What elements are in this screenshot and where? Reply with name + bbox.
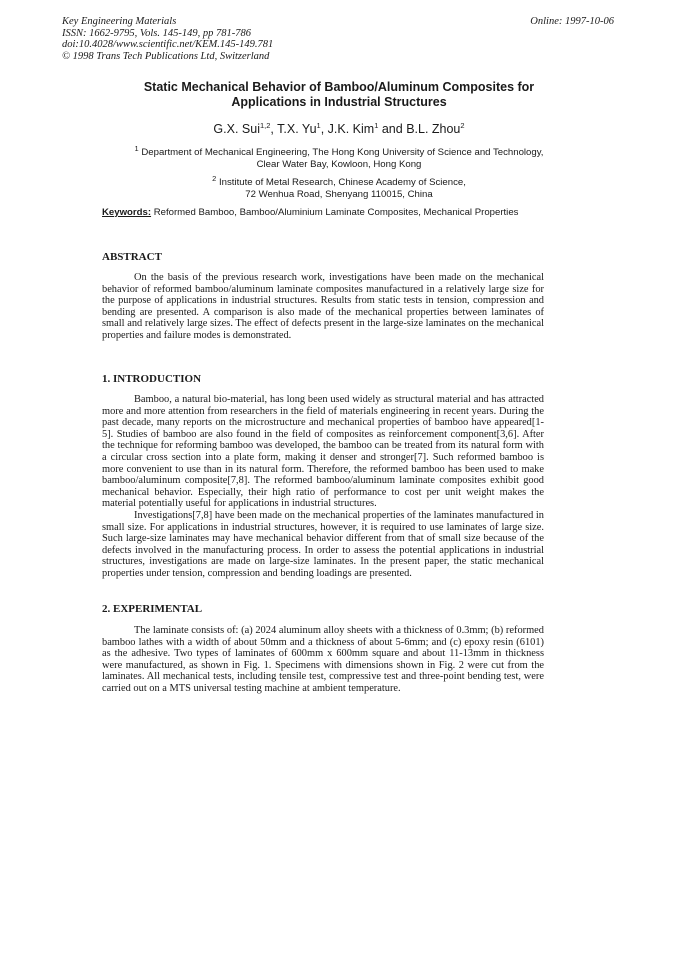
affiliation-mark: 2 (212, 174, 217, 183)
affiliation-2 (70, 173, 608, 200)
author-separator: , (270, 122, 278, 137)
author-affiliation-mark: 1 (374, 121, 379, 130)
affiliation-line-2: 72 Wenhua Road, Shenyang 110015, China (245, 188, 433, 200)
affiliation-mark: 1 (134, 144, 139, 153)
abstract-heading: ABSTRACT (102, 251, 162, 263)
introduction-heading: 1. INTRODUCTION (102, 373, 202, 385)
author-affiliation-mark: 1,2 (259, 121, 271, 130)
title-line-2: Applications in Industrial Structures (231, 95, 447, 109)
author-name: J.K. Kim (327, 122, 375, 137)
author-separator: , (320, 122, 328, 137)
author-affiliation-mark: 2 (460, 121, 465, 130)
keywords-text: Reformed Bamboo, Bamboo/Aluminium Laminate Composites, Mechanical Properties (153, 207, 519, 218)
title-line-1: Static Mechanical Behavior of Bamboo/Aluminum Composites for (143, 80, 535, 94)
abstract-paragraph: On the basis of the previous research work, investigations have been made on the mechanical behavior of reformed bamboo/aluminum laminate composites manufactured in a relatively large size for the purpose of applications in industrial structures. Results from static tests in tension, compression and bending are presented. A comparison is also made of the mechanical properties between laminates of small and relatively large sizes. The effect of defects present in the large-size laminates on the mechanical properties and failure modes is demonstrated. (102, 272, 544, 341)
online-date: Online: 1997-10-06 (530, 16, 614, 27)
issn-line: ISSN: 1662-9795, Vols. 145-149, pp 781-786 (62, 27, 251, 39)
affiliation-1 (70, 143, 608, 170)
author-name: B.L. Zhou (406, 122, 461, 137)
affiliation-line-1: Department of Mechanical Engineering, The Hong Kong University of Science and Technology, (141, 147, 544, 159)
introduction-paragraph: Bamboo, a natural bio-material, has long been used widely as structural material and has attracted more and more attention from researchers in the field of materials engineering in recent years. During the past decade, many reports on the microstructure and mechanical properties of bamboo have appeared[1-5]. Studies of bamboo are also found in the field of composites as reinforcement component[3,6]. After the technique for reforming bamboo was developed, the bamboo can be treated from its natural form with a circular cross section into a plate form, making it denser and stronger[7]. Such reformed bamboo is more convenient to use than in its natural form. Therefore, the reformed bamboo has been used to make bamboo/aluminum composite[7,8]. The reformed bamboo/aluminum laminate composites exhibit good mechanical behavior. Especially, their high ratio of performance to cost per unit weight makes the material potentially useful for applications in industrial structures. (102, 394, 544, 510)
keywords-label: Keywords: (102, 207, 152, 218)
author-affiliation-mark: 1 (316, 121, 321, 130)
author-list (60, 121, 618, 136)
experimental-heading: 2. EXPERIMENTAL (102, 603, 203, 615)
author-separator: and (378, 122, 407, 137)
keywords (102, 207, 618, 218)
affiliation-line-2: Clear Water Bay, Kowloon, Hong Kong (256, 158, 422, 170)
paper-title (90, 80, 588, 110)
abstract-body (102, 272, 544, 342)
introduction-body (102, 394, 544, 580)
affiliation-line-1: Institute of Metal Research, Chinese Academy of Science, (218, 177, 466, 189)
author-name: G.X. Sui (213, 122, 260, 137)
experimental-paragraph: The laminate consists of: (a) 2024 aluminum alloy sheets with a thickness of 0.3mm; (b) reformed bamboo lathes with a width of about 50mm and a thickness of about 5-6mm; and (c) epoxy resin (6101) as the adhesive. Two types of laminates of 600mm x 600mm square and about 11-13mm in thickness were manufactured, as shown in Fig. 1. Specimens with dimensions shown in Fig. 2 were cut from the laminates. All mechanical tests, including tensile test, compressive test and three-point bending test, were carried out on a MTS universal testing machine at ambient temperature. (102, 625, 544, 694)
journal-name: Key Engineering Materials (62, 16, 177, 27)
copyright-line: © 1998 Trans Tech Publications Ltd, Switzerland (62, 50, 270, 62)
doi-line: doi:10.4028/www.scientific.net/KEM.145-149.781 (62, 39, 274, 50)
introduction-paragraph: Investigations[7,8] have been made on the mechanical properties of the laminates manufactured in small size. For applications in industrial structures, however, it is required to use laminates of large size. Such large-size laminates may have mechanical behavior different from that of small size because of the defects involved in the manufacturing process. In order to assess the potential applications in industrial structures, investigations are made on large-size laminates. In the present paper, the static mechanical properties under tension, compression and bending loadings are presented. (102, 509, 544, 579)
experimental-body (102, 625, 544, 695)
author-name: T.X. Yu (277, 122, 317, 137)
journal-header (62, 16, 614, 62)
